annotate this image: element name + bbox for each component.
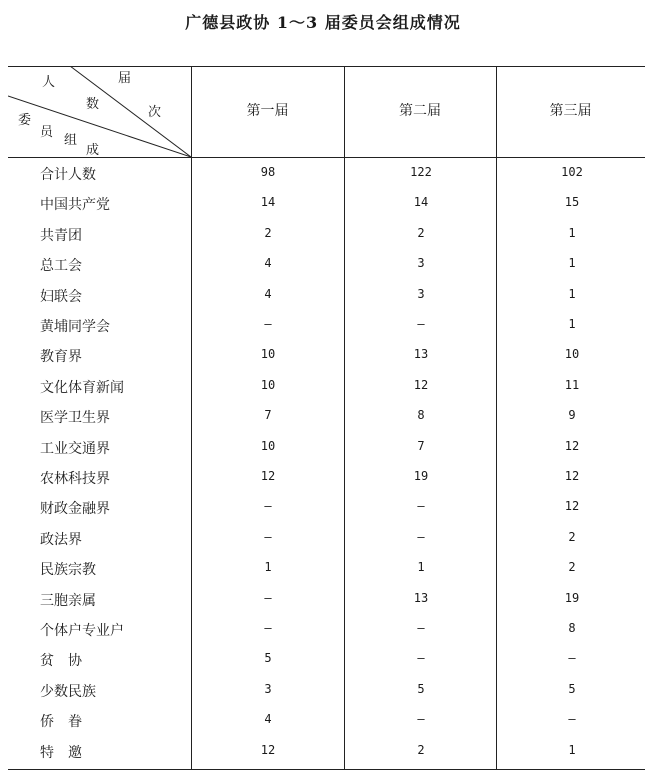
column-header-term-1: 第一届	[246, 103, 289, 119]
table-row	[8, 705, 645, 735]
diagonal-label: 次	[148, 105, 162, 120]
diagonal-label: 届	[118, 71, 132, 86]
cell-term-1: 7	[264, 408, 272, 423]
cell-term-1: 2	[264, 225, 272, 240]
row-label: 工业交通界	[40, 440, 110, 457]
cell-term-2: —	[417, 499, 425, 514]
cell-term-1: 12	[260, 742, 276, 757]
cell-term-3: 1	[568, 256, 576, 271]
cell-term-1: 5	[264, 651, 272, 666]
cell-term-2: —	[417, 621, 425, 635]
row-label: 共青团	[40, 227, 82, 244]
cell-term-2: —	[417, 651, 425, 666]
cell-term-3: 12	[564, 499, 580, 514]
row-label: 少数民族	[40, 683, 96, 700]
table-row	[8, 249, 645, 279]
cell-term-2: 3	[417, 286, 425, 301]
row-label: 黄埔同学会	[40, 319, 110, 335]
cell-term-3: 19	[564, 590, 580, 605]
table-row	[8, 553, 645, 583]
diagonal-label: 人	[42, 75, 56, 90]
cell-term-3: 10	[564, 347, 580, 362]
cell-term-3: 1	[568, 742, 576, 757]
cell-term-1: —	[264, 621, 272, 635]
diagonal-lines	[8, 66, 191, 157]
row-label: 总工会	[40, 258, 82, 275]
diagonal-header-cell	[8, 66, 191, 157]
cell-term-2: 2	[417, 225, 425, 240]
cell-term-3: 12	[564, 469, 580, 483]
table-row	[8, 432, 645, 462]
cell-term-1: —	[264, 317, 272, 331]
cell-term-1: 14	[260, 195, 276, 210]
cell-term-2: 2	[417, 742, 425, 757]
cell-term-2: 1	[417, 560, 425, 575]
row-label: 教育界	[40, 349, 82, 366]
cell-term-1: 3	[264, 681, 272, 696]
diagonal-label: 委	[18, 113, 32, 128]
cell-term-3: 11	[564, 377, 580, 392]
page-title: 广德县政协 1～3 届委员会组成情况	[185, 13, 461, 32]
cell-term-3: 8	[568, 621, 576, 635]
cell-term-1: —	[264, 529, 272, 544]
table-row	[8, 523, 645, 553]
cell-term-2: 122	[410, 165, 432, 179]
cell-term-3: 102	[561, 165, 583, 179]
table-row	[8, 280, 645, 310]
cell-term-3: 15	[564, 195, 580, 210]
cell-term-1: 12	[260, 469, 276, 483]
cell-term-2: 7	[417, 438, 425, 453]
row-label: 农林科技界	[40, 471, 110, 487]
table-row	[8, 584, 645, 614]
cell-term-1: 1	[264, 560, 272, 575]
cell-term-1: —	[264, 590, 272, 605]
cell-term-3: 2	[568, 560, 576, 575]
table-row	[8, 492, 645, 522]
table-row	[8, 310, 645, 340]
cell-term-2: 13	[413, 347, 429, 362]
cell-term-2: 8	[417, 408, 425, 423]
cell-term-3: 2	[568, 529, 576, 544]
table-row	[8, 340, 645, 370]
cell-term-3: 1	[568, 317, 576, 331]
cell-term-3: —	[568, 712, 576, 727]
cell-term-1: 10	[260, 347, 276, 362]
column-header-term-3: 第三届	[549, 103, 592, 119]
cell-term-3: 1	[568, 286, 576, 301]
cell-term-3: 12	[564, 438, 580, 453]
table-row	[8, 219, 645, 249]
table-row	[8, 401, 645, 431]
table-row	[8, 736, 645, 766]
cell-term-1: 98	[260, 165, 276, 179]
table-row	[8, 158, 645, 188]
row-label: 侨 眷	[40, 714, 82, 731]
cell-term-2: —	[417, 317, 425, 331]
row-label: 中国共产党	[40, 197, 110, 214]
cell-term-2: 5	[417, 681, 425, 696]
cell-term-1: 4	[264, 712, 272, 727]
cell-term-1: 10	[260, 377, 276, 392]
row-label: 合计人数	[40, 167, 96, 183]
cell-term-1: 4	[264, 286, 272, 301]
row-label: 文化体育新闻	[40, 379, 124, 396]
row-label: 医学卫生界	[40, 410, 110, 427]
cell-term-1: 10	[260, 438, 276, 453]
cell-term-3: —	[568, 651, 576, 666]
row-label: 特 邀	[40, 744, 82, 761]
row-label: 个体户专业户	[40, 623, 124, 639]
row-label: 财政金融界	[40, 501, 110, 518]
cell-term-3: 5	[568, 681, 576, 696]
cell-term-2: —	[417, 712, 425, 727]
column-header-term-2: 第二届	[399, 103, 441, 119]
cell-term-2: 14	[413, 195, 429, 210]
row-label: 政法界	[40, 531, 82, 548]
table-row	[8, 614, 645, 644]
cell-term-2: 3	[417, 256, 425, 271]
row-label: 民族宗教	[40, 562, 96, 579]
committee-composition-table	[8, 66, 645, 770]
cell-term-1: 4	[264, 256, 272, 271]
cell-term-2: —	[417, 529, 425, 544]
cell-term-3: 9	[568, 408, 576, 423]
cell-term-2: 19	[413, 469, 429, 483]
diagonal-label: 员	[40, 125, 54, 140]
cell-term-2: 12	[413, 377, 429, 392]
row-label: 三胞亲属	[40, 592, 96, 609]
table-row	[8, 644, 645, 674]
table-row	[8, 371, 645, 401]
table-row	[8, 188, 645, 218]
cell-term-1: —	[264, 499, 272, 514]
cell-term-3: 1	[568, 225, 576, 240]
row-label: 妇联会	[40, 288, 82, 305]
diagonal-label: 成	[86, 143, 100, 158]
row-label: 贫 协	[40, 653, 82, 670]
diagonal-label: 数	[86, 97, 100, 112]
cell-term-2: 13	[413, 590, 429, 605]
table-row	[8, 675, 645, 705]
table-row	[8, 462, 645, 492]
diagonal-label: 组	[64, 133, 78, 148]
